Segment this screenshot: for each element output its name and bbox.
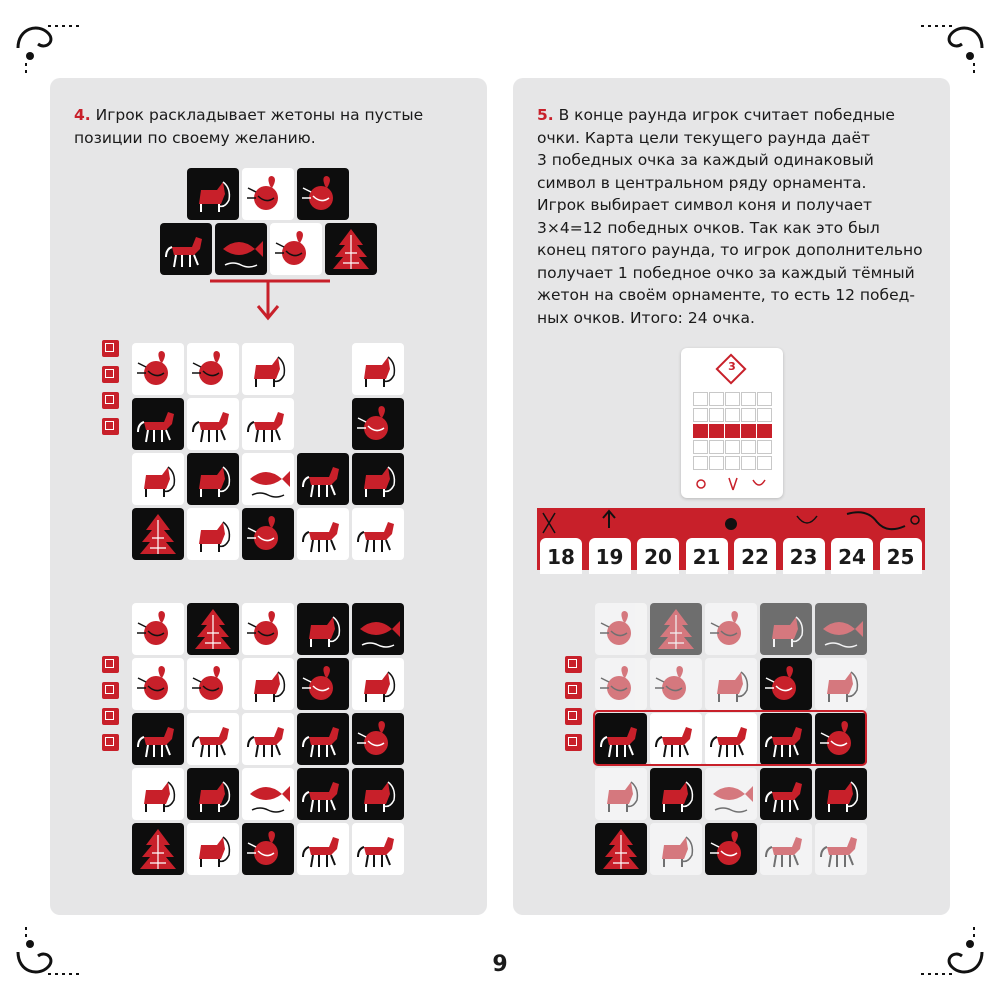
step5-text [537, 104, 923, 329]
step5-line-9: жетон на своём орнаменте, то есть 12 побед- [537, 286, 915, 304]
tile-r2-c5 [352, 658, 404, 710]
goal-symbol-icon [565, 682, 582, 699]
tile-r2-c1 [132, 658, 184, 710]
tile-r5-c1 [132, 823, 184, 875]
tile-r2-c3 [242, 398, 294, 450]
fox-icon [132, 768, 184, 820]
tile-r2-c1 [595, 658, 647, 710]
goal-grid-cell [741, 392, 756, 406]
tile-r3-c4 [297, 713, 349, 765]
horse-icon [297, 768, 349, 820]
step5-line-7: конец пятого раунда, то игрок дополнительно [537, 241, 923, 259]
goal-grid-cell [725, 440, 740, 454]
step5-line-1: В конце раунда игрок считает победные [558, 106, 895, 124]
tile-r4-c5 [815, 768, 867, 820]
fox-icon [187, 508, 239, 560]
bird-icon [132, 343, 184, 395]
tile-r4-c2 [650, 768, 702, 820]
score-cell-22: 22 [734, 538, 776, 574]
bird-icon [595, 603, 647, 655]
step5-line-5: Игрок выбирает символ коня и получает [537, 196, 873, 214]
goal-grid-cell [709, 392, 724, 406]
step4-line-2: позиции по своему желанию. [74, 128, 316, 147]
tile-r4-c1 [595, 768, 647, 820]
goal-grid-cell [725, 424, 740, 438]
tile-r3-c2 [187, 713, 239, 765]
center-row-highlight [593, 710, 867, 766]
fox-icon [187, 768, 239, 820]
step5-line-3: 3 победных очка за каждый одинаковый [537, 151, 874, 169]
score-cell-20: 20 [637, 538, 679, 574]
fish-icon [242, 768, 294, 820]
bird-icon [187, 658, 239, 710]
offer-tile-5 [215, 223, 267, 275]
tile-r1-c1 [132, 603, 184, 655]
goal-grid-cell [757, 440, 772, 454]
tile-r5-c2 [650, 823, 702, 875]
score-track [537, 508, 925, 570]
tile-r4-c4 [297, 768, 349, 820]
tile-r1-c1 [132, 343, 184, 395]
goal-grid-cell [693, 408, 708, 422]
goal-grid-cell [693, 392, 708, 406]
corner-ornament-top-right [912, 8, 992, 78]
step5-line-2: очки. Карта цели текущего раунда даёт [537, 128, 871, 147]
bird-icon [297, 658, 349, 710]
goal-symbol-icon [102, 656, 119, 673]
fox-icon [352, 343, 404, 395]
score-cell-24: 24 [831, 538, 873, 574]
bird-icon [270, 223, 322, 275]
tile-r4-c3 [705, 768, 757, 820]
arrow-down-icon [210, 278, 330, 322]
offer-tile-6 [270, 223, 322, 275]
fox-icon [815, 768, 867, 820]
tree-icon [325, 223, 377, 275]
fish-icon [215, 223, 267, 275]
goal-grid-cell [757, 424, 772, 438]
goal-grid-cell [693, 424, 708, 438]
step5-line-4: символ в центральном ряду орнамента. [537, 173, 867, 192]
horse-icon [815, 823, 867, 875]
goal-symbol-icon [102, 708, 119, 725]
horse-icon [132, 713, 184, 765]
fox-icon [187, 453, 239, 505]
tile-r5-c5 [352, 823, 404, 875]
tile-r2-c4 [297, 658, 349, 710]
tile-r1-c5 [815, 603, 867, 655]
horse-icon [187, 398, 239, 450]
fish-icon [352, 603, 404, 655]
goal-symbol-icon [565, 708, 582, 725]
horse-icon [352, 823, 404, 875]
goal-grid-cell [741, 440, 756, 454]
tile-r3-c3 [242, 713, 294, 765]
bird-icon [187, 343, 239, 395]
tile-r4-c5 [352, 508, 404, 560]
fox-icon [650, 768, 702, 820]
tile-r3-c3 [242, 453, 294, 505]
goal-grid-cell [693, 440, 708, 454]
fox-icon [352, 453, 404, 505]
horse-icon [132, 398, 184, 450]
horse-icon [242, 398, 294, 450]
fox-icon [760, 603, 812, 655]
fox-icon [187, 168, 239, 220]
tile-r5-c3 [242, 823, 294, 875]
tile-r3-c4 [297, 453, 349, 505]
tile-r1-c3 [242, 343, 294, 395]
score-cell-23: 23 [783, 538, 825, 574]
fox-icon [132, 453, 184, 505]
horse-icon [760, 768, 812, 820]
goal-grid-cell [741, 456, 756, 470]
tile-r2-c3 [705, 658, 757, 710]
tile-r5-c5 [815, 823, 867, 875]
goal-grid-cell [709, 424, 724, 438]
corner-ornament-top-left [8, 8, 88, 78]
bird-icon [705, 823, 757, 875]
horse-icon [760, 823, 812, 875]
fox-icon [187, 823, 239, 875]
fox-icon [650, 823, 702, 875]
step4-text [74, 104, 423, 149]
offer-tile-1 [187, 168, 239, 220]
horse-icon [160, 223, 212, 275]
tile-r4-c4 [760, 768, 812, 820]
bird-icon [242, 168, 294, 220]
fox-icon [242, 343, 294, 395]
horse-icon [242, 713, 294, 765]
fox-icon [705, 658, 757, 710]
fox-icon [595, 768, 647, 820]
step4-panel [50, 78, 487, 915]
tile-r3-c5 [352, 713, 404, 765]
tile-r1-c5 [352, 343, 404, 395]
goal-grid-cell [757, 392, 772, 406]
tile-r4-c4 [297, 508, 349, 560]
tile-r2-c2 [650, 658, 702, 710]
tile-r5-c1 [595, 823, 647, 875]
fish-icon [705, 768, 757, 820]
bird-icon [352, 713, 404, 765]
tile-r3-c1 [132, 453, 184, 505]
score-track-ornament [537, 508, 925, 538]
tile-r1-c3 [705, 603, 757, 655]
goal-grid-cell [757, 408, 772, 422]
page-number: 9 [492, 952, 508, 977]
horse-icon [187, 713, 239, 765]
tile-r4-c3 [242, 508, 294, 560]
step5-line-6: 3×4=12 победных очков. Так как это был [537, 218, 880, 237]
tile-r2-c1 [132, 398, 184, 450]
fish-icon [242, 453, 294, 505]
score-cell-18: 18 [540, 538, 582, 574]
horse-icon [297, 508, 349, 560]
tree-icon [132, 823, 184, 875]
tile-r2-c5 [352, 398, 404, 450]
tile-r2-c3 [242, 658, 294, 710]
goal-grid-cell [709, 440, 724, 454]
fox-icon [242, 658, 294, 710]
tree-icon [595, 823, 647, 875]
goal-symbol-icon [102, 734, 119, 751]
bird-icon [242, 823, 294, 875]
tile-r1-c4 [760, 603, 812, 655]
tile-r1-c5 [352, 603, 404, 655]
goal-symbol-icon [102, 366, 119, 383]
tree-icon [650, 603, 702, 655]
tile-r2-c4 [760, 658, 812, 710]
tile-r5-c4 [297, 823, 349, 875]
horse-icon [352, 508, 404, 560]
goal-grid-cell [725, 408, 740, 422]
tile-r4-c2 [187, 768, 239, 820]
bird-icon [650, 658, 702, 710]
bird-icon [352, 398, 404, 450]
goal-grid-cell [725, 392, 740, 406]
bird-icon [705, 603, 757, 655]
score-cell-25: 25 [880, 538, 922, 574]
tile-r3-c5 [352, 453, 404, 505]
goal-symbol-icon [102, 418, 119, 435]
step5-number: 5. [537, 106, 554, 124]
fish-icon [815, 603, 867, 655]
tile-r5-c4 [760, 823, 812, 875]
offer-tile-4 [160, 223, 212, 275]
goal-symbol-icon [102, 340, 119, 357]
horse-icon [297, 823, 349, 875]
tile-r1-c2 [187, 343, 239, 395]
goal-grid-cell [693, 456, 708, 470]
bird-icon [595, 658, 647, 710]
step5-line-8: получает 1 победное очко за каждый тёмный [537, 263, 915, 282]
tile-r4-c1 [132, 768, 184, 820]
tile-r5-c2 [187, 823, 239, 875]
tile-r3-c1 [132, 713, 184, 765]
tile-r2-c5 [815, 658, 867, 710]
tile-r4-c2 [187, 508, 239, 560]
tree-icon [187, 603, 239, 655]
fox-icon [352, 658, 404, 710]
score-cell-19: 19 [589, 538, 631, 574]
goal-grid-cell [741, 408, 756, 422]
tile-r1-c2 [187, 603, 239, 655]
goal-symbol-icon [102, 682, 119, 699]
tile-r4-c5 [352, 768, 404, 820]
horse-icon [297, 713, 349, 765]
offer-tile-3 [297, 168, 349, 220]
offer-tile-2 [242, 168, 294, 220]
bird-icon [242, 508, 294, 560]
tile-r4-c3 [242, 768, 294, 820]
goal-grid-cell [757, 456, 772, 470]
step5-line-10: ных очков. Итого: 24 очка. [537, 308, 755, 327]
fox-icon [352, 768, 404, 820]
offer-tile-7 [325, 223, 377, 275]
goal-card [681, 348, 783, 498]
goal-symbol-icon [102, 392, 119, 409]
bird-icon [242, 603, 294, 655]
fox-icon [297, 603, 349, 655]
horse-icon [297, 453, 349, 505]
goal-grid-cell [709, 408, 724, 422]
score-cell-21: 21 [686, 538, 728, 574]
tree-icon [132, 508, 184, 560]
goal-symbol-icon [565, 656, 582, 673]
tile-r5-c3 [705, 823, 757, 875]
tile-r3-c2 [187, 453, 239, 505]
tile-r1-c1 [595, 603, 647, 655]
bird-icon [297, 168, 349, 220]
tile-r1-c4 [297, 603, 349, 655]
bird-icon [132, 603, 184, 655]
step4-line-1: Игрок раскладывает жетоны на пустые [95, 106, 424, 124]
goal-symbol-icon [565, 734, 582, 751]
tile-r1-c3 [242, 603, 294, 655]
goal-grid-cell [709, 456, 724, 470]
goal-card-ornament [691, 476, 773, 492]
goal-card-value: 3 [728, 360, 736, 373]
bird-icon [132, 658, 184, 710]
goal-grid-cell [725, 456, 740, 470]
tile-r4-c1 [132, 508, 184, 560]
fox-icon [815, 658, 867, 710]
bird-icon [760, 658, 812, 710]
step4-number: 4. [74, 106, 91, 124]
goal-grid-cell [741, 424, 756, 438]
tile-r2-c2 [187, 398, 239, 450]
tile-r1-c2 [650, 603, 702, 655]
tile-r2-c2 [187, 658, 239, 710]
